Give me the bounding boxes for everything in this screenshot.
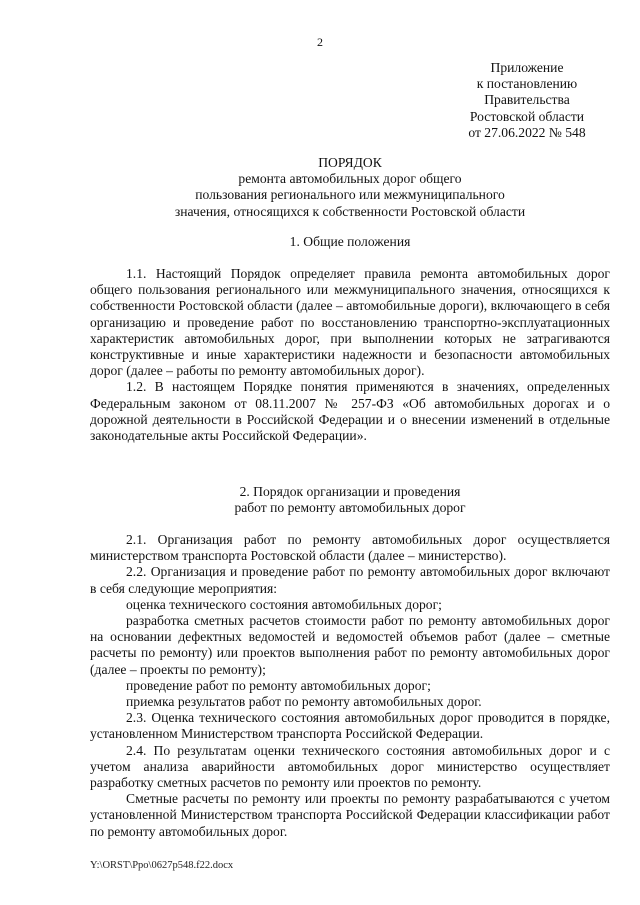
title-line: пользования регионального или межмуниципального [195,187,505,203]
paragraph-2-4: 2.4. По результатам оценки технического состояния автомобильных дорог и с учетом анализа аварийности автомобильных дорог министерство осуществляет разработку сметных расчетов по ремонту или проектов по ремонту. [90,742,610,791]
appendix-line: Правительства [484,92,570,108]
appendix-line: Приложение [490,60,564,75]
appendix-block [432,60,622,141]
section-heading-text: 2. Порядок организации и проведения [239,484,461,499]
appendix-line: Ростовской области [469,108,585,124]
list-item: проведение работ по ремонту автомобильных дорог; [126,677,431,693]
title-line: ремонта автомобильных дорог общего [238,171,462,187]
appendix-line: от 27.06.2022 № 548 [468,124,586,140]
section-heading-text: работ по ремонту автомобильных дорог [234,500,466,516]
section-heading-text: 1. Общие положения [289,234,411,249]
paragraph-2-5: Сметные расчеты по ремонту или проекты по ремонту разрабатываются с учетом установленной Министерством транспорта Российской Федерации классификации работ по ремонту автомобильных дорог. [90,791,610,839]
list-item: приемка результатов работ по ремонту автомобильных дорог. [126,694,482,710]
section-1-heading [90,234,610,250]
page-number: 2 [317,35,323,49]
section-1-body [90,266,610,444]
title-heading: ПОРЯДОК [318,155,382,170]
footer-file-path: Y:\ORST\Ppo\0627p548.f22.docx [90,860,234,871]
section-2-body [90,532,610,840]
list-item: разработка сметных расчетов стоимости работ по ремонту автомобильных дорог на основании дефектных ведомостей и ведомостей объемов работ (далее – сметные расчеты по ремонту) или проектов выполнения работ по ремонту автомобильных дорог (далее – проекты по ремонту); [90,613,610,677]
paragraph-1-2: 1.2. В настоящем Порядке понятия применяются в значениях, определенных Федеральным законом от 08.11.2007 № 257-ФЗ «Об автомобильных дорогах и о дорожной деятельности в Российской Федерации и о внесении изменений в отдельные законодательные акты Российской Федерации». [90,379,610,444]
paragraph-2-2: 2.2. Организация и проведение работ по ремонту автомобильных дорог включают в себя следующие мероприятия: [90,564,610,596]
list-item: оценка технического состояния автомобильных дорог; [126,596,442,612]
title-line: значения, относящихся к собственности Ростовской области [174,203,526,219]
appendix-line: к постановлению [476,76,578,92]
section-2-heading [90,484,610,516]
document-title [90,155,610,220]
paragraph-2-3: 2.3. Оценка технического состояния автомобильных дорог проводится в порядке, установленном Министерством транспорта Российской Федерации. [90,710,610,742]
paragraph-2-1: 2.1. Организация работ по ремонту автомобильных дорог осуществляется министерством транспорта Ростовской области (далее – министерство). [90,532,610,564]
paragraph-1-1: 1.1. Настоящий Порядок определяет правила ремонта автомобильных дорог общего пользования регионального или межмуниципального значения, относящихся к собственности Ростовской области (далее – автомобильные дороги), включающего в себя организацию и проведение работ по восстановлению транспортно-эксплуатационных характеристик автомобильных дорог, при выполнении которых не затрагиваются конструктивные и иные характеристики надежности и безопасности автомобильных дорог (далее – работы по ремонту автомобильных дорог). [90,266,610,379]
